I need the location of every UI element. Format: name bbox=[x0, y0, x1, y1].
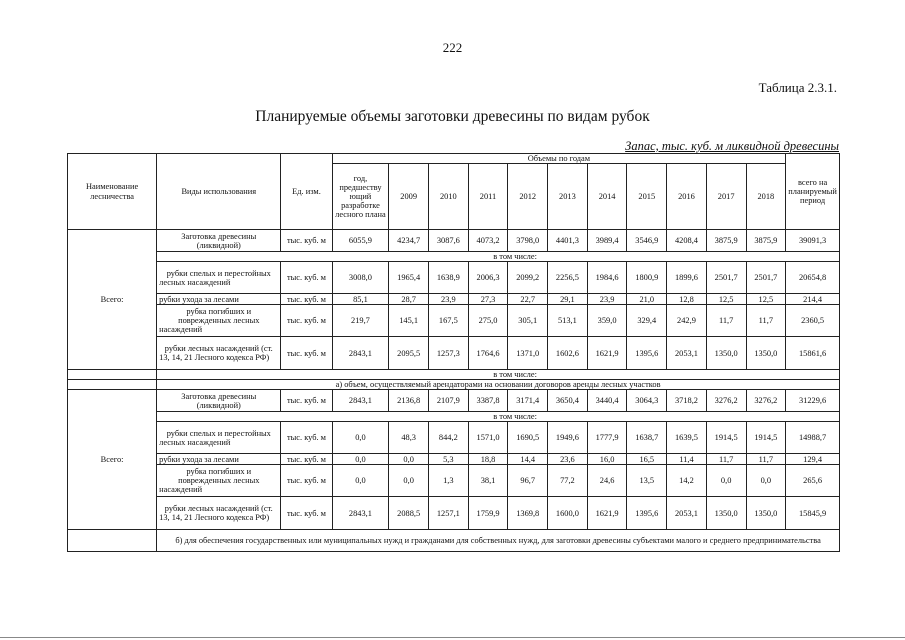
usage-type-label: Заготовка древесины (ликвидной) bbox=[157, 390, 281, 412]
value-cell: 1621,9 bbox=[587, 497, 627, 530]
value-cell: 1965,4 bbox=[389, 262, 429, 294]
forestry-name: Всего: bbox=[68, 230, 157, 370]
value-cell: 11,7 bbox=[706, 454, 746, 465]
subheading-including: в том числе: bbox=[157, 252, 840, 262]
value-cell: 0,0 bbox=[706, 465, 746, 497]
value-cell: 14988,7 bbox=[786, 422, 840, 454]
value-cell: 1350,0 bbox=[746, 337, 786, 370]
value-cell: 3798,0 bbox=[508, 230, 548, 252]
value-cell: 242,9 bbox=[667, 305, 707, 337]
value-cell: 39091,3 bbox=[786, 230, 840, 252]
value-cell: 15845,9 bbox=[786, 497, 840, 530]
value-cell: 1369,8 bbox=[508, 497, 548, 530]
value-cell: 85,1 bbox=[332, 294, 389, 305]
header-previous-year: год, предшеству ющий разработке лесного плана bbox=[332, 164, 389, 230]
value-cell: 1764,6 bbox=[468, 337, 508, 370]
unit-cell: тыс. куб. м bbox=[281, 422, 332, 454]
value-cell: 329,4 bbox=[627, 305, 667, 337]
value-cell: 3064,3 bbox=[627, 390, 667, 412]
value-cell: 3650,4 bbox=[548, 390, 588, 412]
value-cell: 3171,4 bbox=[508, 390, 548, 412]
value-cell: 265,6 bbox=[786, 465, 840, 497]
value-cell: 1899,6 bbox=[667, 262, 707, 294]
value-cell: 1,3 bbox=[429, 465, 469, 497]
value-cell: 2107,9 bbox=[429, 390, 469, 412]
value-cell: 0,0 bbox=[332, 422, 389, 454]
value-cell: 48,3 bbox=[389, 422, 429, 454]
value-cell: 23,9 bbox=[429, 294, 469, 305]
value-cell: 2501,7 bbox=[706, 262, 746, 294]
value-cell: 2095,5 bbox=[389, 337, 429, 370]
table-row bbox=[68, 262, 840, 294]
value-cell: 16,0 bbox=[587, 454, 627, 465]
value-cell: 2053,1 bbox=[667, 497, 707, 530]
value-cell: 28,7 bbox=[389, 294, 429, 305]
usage-type-label: рубки ухода за лесами bbox=[157, 294, 281, 305]
value-cell: 4208,4 bbox=[667, 230, 707, 252]
value-cell: 29,1 bbox=[548, 294, 588, 305]
unit-cell: тыс. куб. м bbox=[281, 465, 332, 497]
empty-cell bbox=[68, 370, 157, 380]
unit-cell: тыс. куб. м bbox=[281, 337, 332, 370]
value-cell: 1777,9 bbox=[587, 422, 627, 454]
value-cell: 12,8 bbox=[667, 294, 707, 305]
table-row bbox=[68, 337, 840, 370]
header-year: 2015 bbox=[627, 164, 667, 230]
value-cell: 13,5 bbox=[627, 465, 667, 497]
value-cell: 3440,4 bbox=[587, 390, 627, 412]
unit-cell: тыс. куб. м bbox=[281, 454, 332, 465]
table-row bbox=[68, 497, 840, 530]
value-cell: 129,4 bbox=[786, 454, 840, 465]
table-row bbox=[68, 454, 840, 465]
value-cell: 2501,7 bbox=[746, 262, 786, 294]
value-cell: 844,2 bbox=[429, 422, 469, 454]
table-row bbox=[68, 530, 840, 552]
value-cell: 2006,3 bbox=[468, 262, 508, 294]
usage-type-label: рубки лесных насаждений (ст. 13, 14, 21 Лесного кодекса РФ) bbox=[157, 337, 281, 370]
value-cell: 1638,9 bbox=[429, 262, 469, 294]
value-cell: 2053,1 bbox=[667, 337, 707, 370]
unit-cell: тыс. куб. м bbox=[281, 262, 332, 294]
value-cell: 3276,2 bbox=[746, 390, 786, 412]
subheading-including: в том числе: bbox=[157, 370, 840, 380]
table-row bbox=[68, 422, 840, 454]
value-cell: 167,5 bbox=[429, 305, 469, 337]
value-cell: 2088,5 bbox=[389, 497, 429, 530]
value-cell: 20654,8 bbox=[786, 262, 840, 294]
unit-cell: тыс. куб. м bbox=[281, 390, 332, 412]
value-cell: 3989,4 bbox=[587, 230, 627, 252]
value-cell: 1914,5 bbox=[746, 422, 786, 454]
usage-type-label: рубка погибших и поврежденных лесных насаждений bbox=[157, 465, 281, 497]
header-unit: Ед. изм. bbox=[281, 154, 332, 230]
value-cell: 0,0 bbox=[389, 454, 429, 465]
table-row bbox=[68, 380, 840, 390]
scan-edge bbox=[0, 637, 905, 638]
value-cell: 3276,2 bbox=[706, 390, 746, 412]
header-forestry: Наименование лесничества bbox=[68, 154, 157, 230]
header-year: 2010 bbox=[429, 164, 469, 230]
value-cell: 214,4 bbox=[786, 294, 840, 305]
value-cell: 11,4 bbox=[667, 454, 707, 465]
value-cell: 1600,0 bbox=[548, 497, 588, 530]
empty-cell bbox=[68, 380, 157, 390]
value-cell: 1914,5 bbox=[706, 422, 746, 454]
value-cell: 359,0 bbox=[587, 305, 627, 337]
value-cell: 3008,0 bbox=[332, 262, 389, 294]
value-cell: 3087,6 bbox=[429, 230, 469, 252]
value-cell: 2843,1 bbox=[332, 337, 389, 370]
value-cell: 3546,9 bbox=[627, 230, 667, 252]
value-cell: 2843,1 bbox=[332, 390, 389, 412]
header-year: 2013 bbox=[548, 164, 588, 230]
value-cell: 38,1 bbox=[468, 465, 508, 497]
value-cell: 4073,2 bbox=[468, 230, 508, 252]
value-cell: 1395,6 bbox=[627, 337, 667, 370]
value-cell: 305,1 bbox=[508, 305, 548, 337]
value-cell: 77,2 bbox=[548, 465, 588, 497]
usage-type-label: рубки лесных насаждений (ст. 13, 14, 21 Лесного кодекса РФ) bbox=[157, 497, 281, 530]
value-cell: 513,1 bbox=[548, 305, 588, 337]
value-cell: 3387,8 bbox=[468, 390, 508, 412]
value-cell: 12,5 bbox=[746, 294, 786, 305]
value-cell: 2256,5 bbox=[548, 262, 588, 294]
value-cell: 23,6 bbox=[548, 454, 588, 465]
table-row bbox=[68, 305, 840, 337]
value-cell: 1949,6 bbox=[548, 422, 588, 454]
value-cell: 22,7 bbox=[508, 294, 548, 305]
value-cell: 2099,2 bbox=[508, 262, 548, 294]
value-cell: 18,8 bbox=[468, 454, 508, 465]
value-cell: 14,4 bbox=[508, 454, 548, 465]
value-cell: 1350,0 bbox=[706, 497, 746, 530]
value-cell: 16,5 bbox=[627, 454, 667, 465]
value-cell: 1621,9 bbox=[587, 337, 627, 370]
value-cell: 14,2 bbox=[667, 465, 707, 497]
unit-cell: тыс. куб. м bbox=[281, 497, 332, 530]
value-cell: 3875,9 bbox=[746, 230, 786, 252]
value-cell: 1257,1 bbox=[429, 497, 469, 530]
header-year: 2012 bbox=[508, 164, 548, 230]
table-row bbox=[68, 230, 840, 252]
value-cell: 24,6 bbox=[587, 465, 627, 497]
value-cell: 11,7 bbox=[706, 305, 746, 337]
header-year: 2014 bbox=[587, 164, 627, 230]
value-cell: 31229,6 bbox=[786, 390, 840, 412]
page-number: 222 bbox=[442, 40, 463, 55]
header-volumes-by-year: Объемы по годам bbox=[332, 154, 786, 164]
value-cell: 275,0 bbox=[468, 305, 508, 337]
usage-type-label: рубки спелых и перестойных лесных насаждений bbox=[157, 262, 281, 294]
header-year: 2011 bbox=[468, 164, 508, 230]
value-cell: 4401,3 bbox=[548, 230, 588, 252]
value-cell: 0,0 bbox=[332, 465, 389, 497]
section-b-heading: б) для обеспечения государственных или муниципальных нужд и гражданами для собственных нужд, для заготовки древесины субъектами малого и среднего предпринимательства bbox=[157, 530, 840, 552]
header-year: 2009 bbox=[389, 164, 429, 230]
header-usage-type: Виды использования bbox=[157, 154, 281, 230]
value-cell: 2136,8 bbox=[389, 390, 429, 412]
value-cell: 96,7 bbox=[508, 465, 548, 497]
table-row bbox=[68, 390, 840, 412]
empty-cell bbox=[68, 530, 157, 552]
unit-cell: тыс. куб. м bbox=[281, 294, 332, 305]
value-cell: 0,0 bbox=[389, 465, 429, 497]
table-row bbox=[68, 465, 840, 497]
unit-cell: тыс. куб. м bbox=[281, 230, 332, 252]
table-subtitle: Запас, тыс. куб. м ликвидной древесины bbox=[625, 139, 839, 153]
section-a-heading: а) объем, осуществляемый арендаторами на основании договоров аренды лесных участков bbox=[157, 380, 840, 390]
value-cell: 23,9 bbox=[587, 294, 627, 305]
value-cell: 6055,9 bbox=[332, 230, 389, 252]
value-cell: 2843,1 bbox=[332, 497, 389, 530]
table-row bbox=[68, 294, 840, 305]
value-cell: 1759,9 bbox=[468, 497, 508, 530]
value-cell: 1371,0 bbox=[508, 337, 548, 370]
value-cell: 1690,5 bbox=[508, 422, 548, 454]
value-cell: 145,1 bbox=[389, 305, 429, 337]
header-total: всего на планируемый период bbox=[786, 154, 840, 230]
table-row bbox=[68, 370, 840, 380]
value-cell: 219,7 bbox=[332, 305, 389, 337]
usage-type-label: рубки спелых и перестойных лесных насаждений bbox=[157, 422, 281, 454]
value-cell: 1350,0 bbox=[706, 337, 746, 370]
table-row bbox=[68, 412, 840, 422]
value-cell: 2360,5 bbox=[786, 305, 840, 337]
header-year: 2018 bbox=[746, 164, 786, 230]
table-row bbox=[68, 252, 840, 262]
unit-cell: тыс. куб. м bbox=[281, 305, 332, 337]
value-cell: 12,5 bbox=[706, 294, 746, 305]
value-cell: 1639,5 bbox=[667, 422, 707, 454]
header-year: 2017 bbox=[706, 164, 746, 230]
value-cell: 21,0 bbox=[627, 294, 667, 305]
header-year: 2016 bbox=[667, 164, 707, 230]
subheading-including: в том числе: bbox=[157, 412, 840, 422]
value-cell: 11,7 bbox=[746, 305, 786, 337]
value-cell: 1638,7 bbox=[627, 422, 667, 454]
value-cell: 11,7 bbox=[746, 454, 786, 465]
value-cell: 0,0 bbox=[332, 454, 389, 465]
table-number: Таблица 2.3.1. bbox=[758, 80, 837, 95]
document-title: Планируемые объемы заготовки древесины по видам рубок bbox=[255, 108, 650, 125]
value-cell: 1257,3 bbox=[429, 337, 469, 370]
value-cell: 15861,6 bbox=[786, 337, 840, 370]
value-cell: 1571,0 bbox=[468, 422, 508, 454]
value-cell: 1350,0 bbox=[746, 497, 786, 530]
value-cell: 27,3 bbox=[468, 294, 508, 305]
value-cell: 1602,6 bbox=[548, 337, 588, 370]
value-cell: 3875,9 bbox=[706, 230, 746, 252]
harvest-volume-table bbox=[67, 153, 840, 552]
value-cell: 1395,6 bbox=[627, 497, 667, 530]
value-cell: 4234,7 bbox=[389, 230, 429, 252]
value-cell: 1800,9 bbox=[627, 262, 667, 294]
value-cell: 5,3 bbox=[429, 454, 469, 465]
value-cell: 1984,6 bbox=[587, 262, 627, 294]
usage-type-label: рубки ухода за лесами bbox=[157, 454, 281, 465]
usage-type-label: Заготовка древесины (ликвидной) bbox=[157, 230, 281, 252]
value-cell: 3718,2 bbox=[667, 390, 707, 412]
forestry-name: Всего: bbox=[68, 390, 157, 530]
usage-type-label: рубка погибших и поврежденных лесных насаждений bbox=[157, 305, 281, 337]
value-cell: 0,0 bbox=[746, 465, 786, 497]
